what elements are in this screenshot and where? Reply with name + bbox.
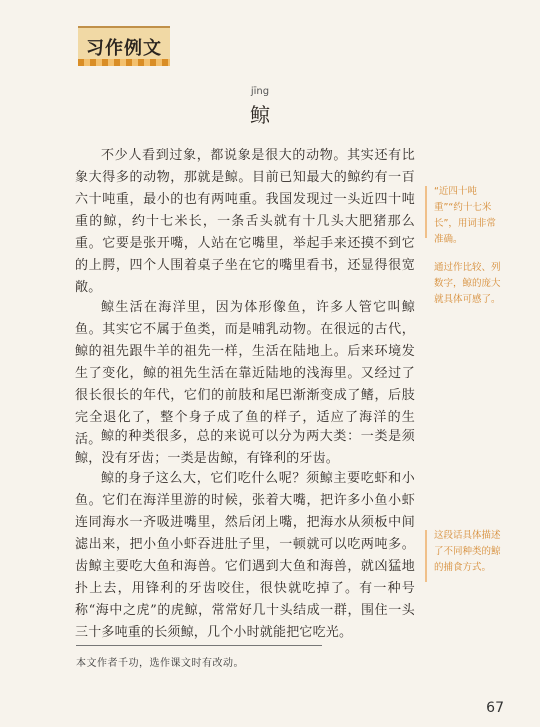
side-note-2: 通过作比较、列数字，鲸的庞大就具体可感了。 xyxy=(434,262,501,305)
title-pinyin: jīng xyxy=(250,86,270,97)
side-note-3: 这段话具体描述了不同种类的鲸的捕食方式。 xyxy=(434,530,501,573)
side-mark-1 xyxy=(425,186,427,238)
side-note-1: “近四十吨重”“约十七米长”，用词非常准确。 xyxy=(434,186,496,245)
paragraph-2: 鲸生活在海洋里，因为体形像鱼，许多人管它叫鲸鱼。其实它不属于鱼类，而是哺乳动物。在很远的古代，鲸的祖先跟牛羊的祖先一样，生活在陆地上。后来环境发生了变化，鲸的祖先生活在靠近陆地的浅海里。又经过了很长很长的年代，它们的前肢和尾巴渐渐变成了鳍，后肢完全退化了，整个身子成了鱼的样子，适应了海洋的生活。 xyxy=(75,300,415,447)
side-mark-2 xyxy=(425,530,427,582)
source-note: 本文作者千功，选作课文时有改动。 xyxy=(76,658,244,669)
paragraph-3: 鲸的种类很多，总的来说可以分为两大类：一类是须鲸，没有牙齿；一类是齿鲸，有锋利的牙齿。 xyxy=(75,429,415,466)
page-number: 67 xyxy=(486,700,504,716)
paragraph-1: 不少人看到过象，都说象是很大的动物。其实还有比象大得多的动物，那就是鲸。目前已知最大的鲸约有一百六十吨重，最小的也有两吨重。我国发现过一头近四十吨重的鲸，约十七米长，一条舌头就有十几头大肥猪那么重。它要是张开嘴，人站在它嘴里，举起手来还摸不到它的上腭，四个人围着桌子坐在它的嘴里看书，还显得很宽敞。 xyxy=(75,148,415,295)
footnote-divider xyxy=(76,645,322,646)
paragraph-4: 鲸的身子这么大，它们吃什么呢？须鲸主要吃虾和小鱼。它们在海洋里游的时候，张着大嘴，把许多小鱼小虾连同海水一齐吸进嘴里，然后闭上嘴，把海水从须板中间滤出来，把小鱼小虾吞进肚子里，一顿就可以吃两吨多。齿鲸主要吃大鱼和海兽。它们遇到大鱼和海兽，就凶猛地扑上去，用锋利的牙齿咬住，很快就吃掉了。有一种号称“海中之虎”的虎鲸，常常好几十头结成一群，围住一头三十多吨重的长须鲸，几个小时就能把它吃光。 xyxy=(75,471,415,640)
article-title: 鲸 xyxy=(250,103,270,127)
section-tag xyxy=(78,26,170,66)
article-title-block xyxy=(0,86,520,128)
section-tag-label: 习作例文 xyxy=(86,38,162,59)
